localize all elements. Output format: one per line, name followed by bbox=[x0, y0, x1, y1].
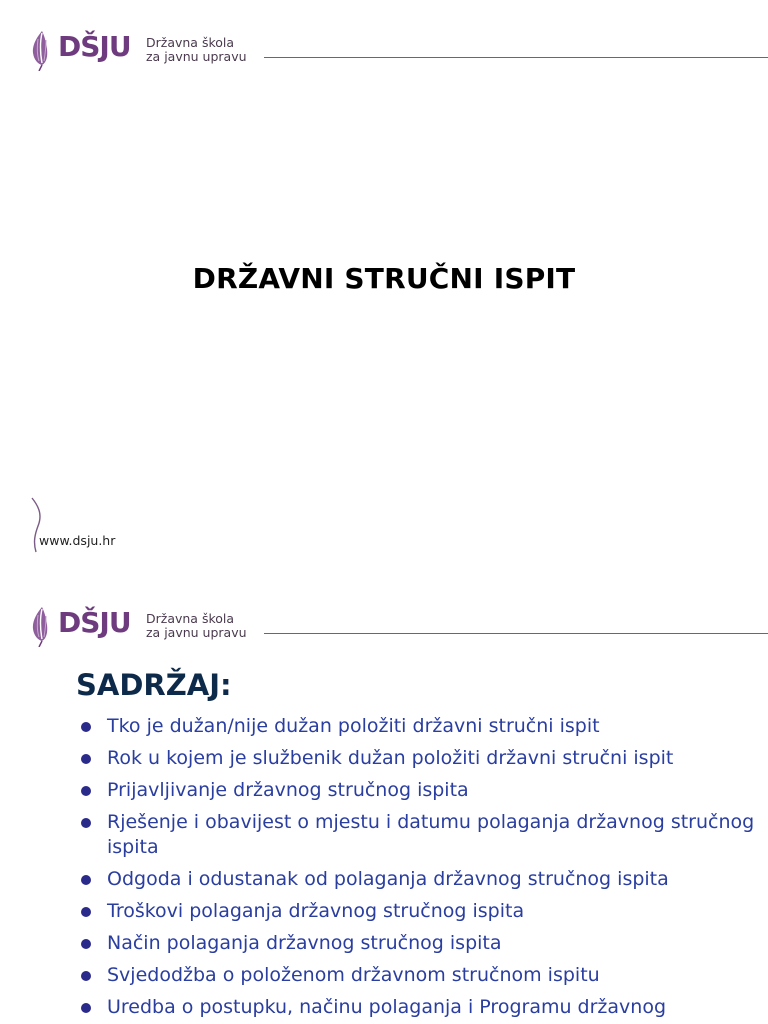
list-item-text: Uredba o postupku, načinu polaganja i Programu državnog bbox=[107, 996, 667, 1018]
logo-subtitle-line1: Državna škola bbox=[146, 611, 235, 626]
list-item-text: Odgoda i odustanak od polaganja državnog stručnog ispita bbox=[107, 868, 669, 890]
list-item bbox=[76, 714, 756, 739]
logo-subtitle-line2: za javnu upravu bbox=[146, 625, 247, 640]
contents-list bbox=[76, 714, 756, 1024]
logo-wordmark: DŠJU bbox=[58, 606, 131, 639]
list-item bbox=[76, 995, 756, 1020]
logo-subtitle bbox=[146, 36, 247, 64]
header-divider bbox=[264, 57, 768, 58]
logo-wordmark: DŠJU bbox=[58, 30, 131, 63]
header-divider bbox=[264, 633, 768, 634]
bullet-icon bbox=[81, 786, 91, 796]
bullet-icon bbox=[81, 754, 91, 764]
bullet-icon bbox=[81, 939, 91, 949]
bullet-icon bbox=[81, 1003, 91, 1013]
bullet-icon bbox=[81, 722, 91, 732]
list-item-text: Tko je dužan/nije dužan položiti državni stručni ispit bbox=[107, 715, 600, 737]
list-item-text: Prijavljivanje državnog stručnog ispita bbox=[107, 779, 469, 801]
footer-website-link[interactable]: www.dsju.hr bbox=[39, 533, 116, 548]
logo-subtitle-line1: Državna škola bbox=[146, 35, 235, 50]
bullet-icon bbox=[81, 971, 91, 981]
thistle-logo-icon bbox=[28, 603, 58, 647]
contents-heading: SADRŽAJ: bbox=[76, 668, 232, 702]
list-item-text: Rješenje i obavijest o mjestu i datumu polaganja državnog stručnog ispita bbox=[107, 811, 755, 858]
logo-subtitle-line2: za javnu upravu bbox=[146, 49, 247, 64]
list-item bbox=[76, 778, 756, 803]
thistle-logo-icon bbox=[28, 27, 58, 71]
list-item bbox=[76, 931, 756, 956]
bullet-icon bbox=[81, 907, 91, 917]
list-item bbox=[76, 810, 756, 860]
list-item bbox=[76, 746, 756, 771]
bullet-icon bbox=[81, 875, 91, 885]
bullet-icon bbox=[81, 818, 91, 828]
list-item bbox=[76, 963, 756, 988]
list-item bbox=[76, 867, 756, 892]
list-item-text: Rok u kojem je službenik dužan položiti državni stručni ispit bbox=[107, 747, 674, 769]
dsju-logo bbox=[28, 27, 268, 71]
slide-title: DRŽAVNI STRUČNI ISPIT bbox=[192, 262, 576, 295]
dsju-logo bbox=[28, 603, 268, 647]
contents-slide bbox=[0, 576, 768, 1024]
list-item bbox=[76, 899, 756, 924]
list-item-text: Troškovi polaganja državnog stručnog ispita bbox=[107, 900, 525, 922]
logo-subtitle bbox=[146, 612, 247, 640]
list-item-text: Način polaganja državnog stručnog ispita bbox=[107, 932, 502, 954]
list-item-text: Svjedodžba o položenom državnom stručnom ispitu bbox=[107, 964, 600, 986]
